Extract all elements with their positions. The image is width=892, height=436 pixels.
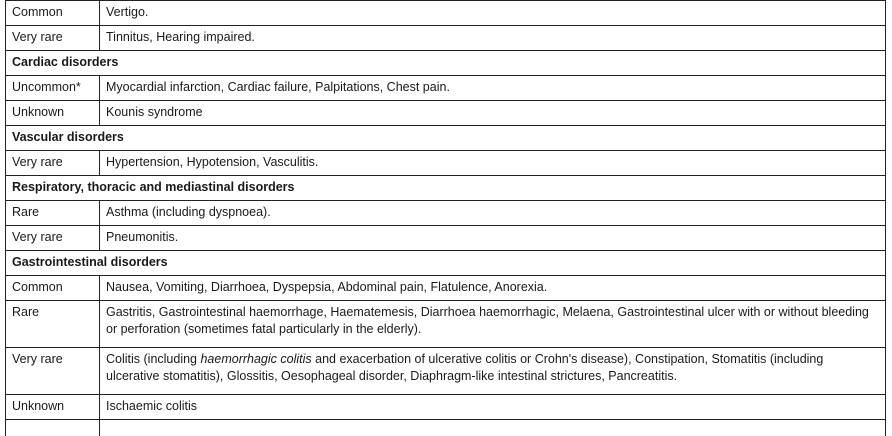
section-row: [6, 51, 886, 76]
frequency-cell: [6, 420, 100, 436]
frequency-cell: Very rare: [6, 226, 100, 251]
table-row: [6, 301, 886, 348]
section-row: [6, 176, 886, 201]
adverse-reactions-table: [5, 0, 886, 436]
section-heading: Cardiac disorders: [6, 51, 886, 76]
section-heading: Vascular disorders: [6, 126, 886, 151]
table-row: [6, 1, 886, 26]
table-row: [6, 395, 886, 420]
table-row: [6, 26, 886, 51]
section-heading: Respiratory, thoracic and mediastinal disorders: [6, 176, 886, 201]
frequency-cell: Unknown: [6, 101, 100, 126]
frequency-cell: Uncommon*: [6, 76, 100, 101]
reaction-cell: Pneumonitis.: [100, 226, 886, 251]
reaction-cell: Tinnitus, Hearing impaired.: [100, 26, 886, 51]
frequency-cell: Rare: [6, 301, 100, 348]
table-row: [6, 348, 886, 395]
table-row: [6, 201, 886, 226]
frequency-cell: Very rare: [6, 26, 100, 51]
reaction-cell: [100, 420, 886, 436]
table-row: [6, 151, 886, 176]
reaction-cell: Nausea, Vomiting, Diarrhoea, Dyspepsia, Abdominal pain, Flatulence, Anorexia.: [100, 276, 886, 301]
reaction-cell: Hypertension, Hypotension, Vasculitis.: [100, 151, 886, 176]
frequency-cell: Unknown: [6, 395, 100, 420]
reaction-cell: [100, 348, 886, 395]
table-row: [6, 420, 886, 436]
section-heading: Gastrointestinal disorders: [6, 251, 886, 276]
table-row: [6, 101, 886, 126]
reaction-cell: Myocardial infarction, Cardiac failure, Palpitations, Chest pain.: [100, 76, 886, 101]
reaction-cell: Vertigo.: [100, 1, 886, 26]
reaction-text-part: Colitis (including: [106, 352, 200, 366]
frequency-cell: Common: [6, 1, 100, 26]
reaction-text-italic: haemorrhagic colitis: [200, 352, 311, 366]
reaction-text-part: and exacerbation of ulcerative colitis or Crohn's disease), Constipation, Stomatitis (including ulcerative stomatitis), Glossitis, Oesophageal disorder, Diaphragm-like intestinal strictures, Pancreatitis.: [106, 352, 823, 383]
table-row: [6, 226, 886, 251]
frequency-cell: Common: [6, 276, 100, 301]
frequency-cell: Very rare: [6, 151, 100, 176]
table-row: [6, 76, 886, 101]
reaction-cell: Ischaemic colitis: [100, 395, 886, 420]
frequency-cell: Very rare: [6, 348, 100, 395]
table-row: [6, 276, 886, 301]
reaction-cell: Gastritis, Gastrointestinal haemorrhage, Haematemesis, Diarrhoea haemorrhagic, Melaena, Gastrointestinal ulcer with or without bleeding or perforation (sometimes fatal particularly in the elderly).: [100, 301, 886, 348]
section-row: [6, 126, 886, 151]
reaction-cell: Asthma (including dyspnoea).: [100, 201, 886, 226]
reaction-cell: Kounis syndrome: [100, 101, 886, 126]
frequency-cell: Rare: [6, 201, 100, 226]
section-row: [6, 251, 886, 276]
